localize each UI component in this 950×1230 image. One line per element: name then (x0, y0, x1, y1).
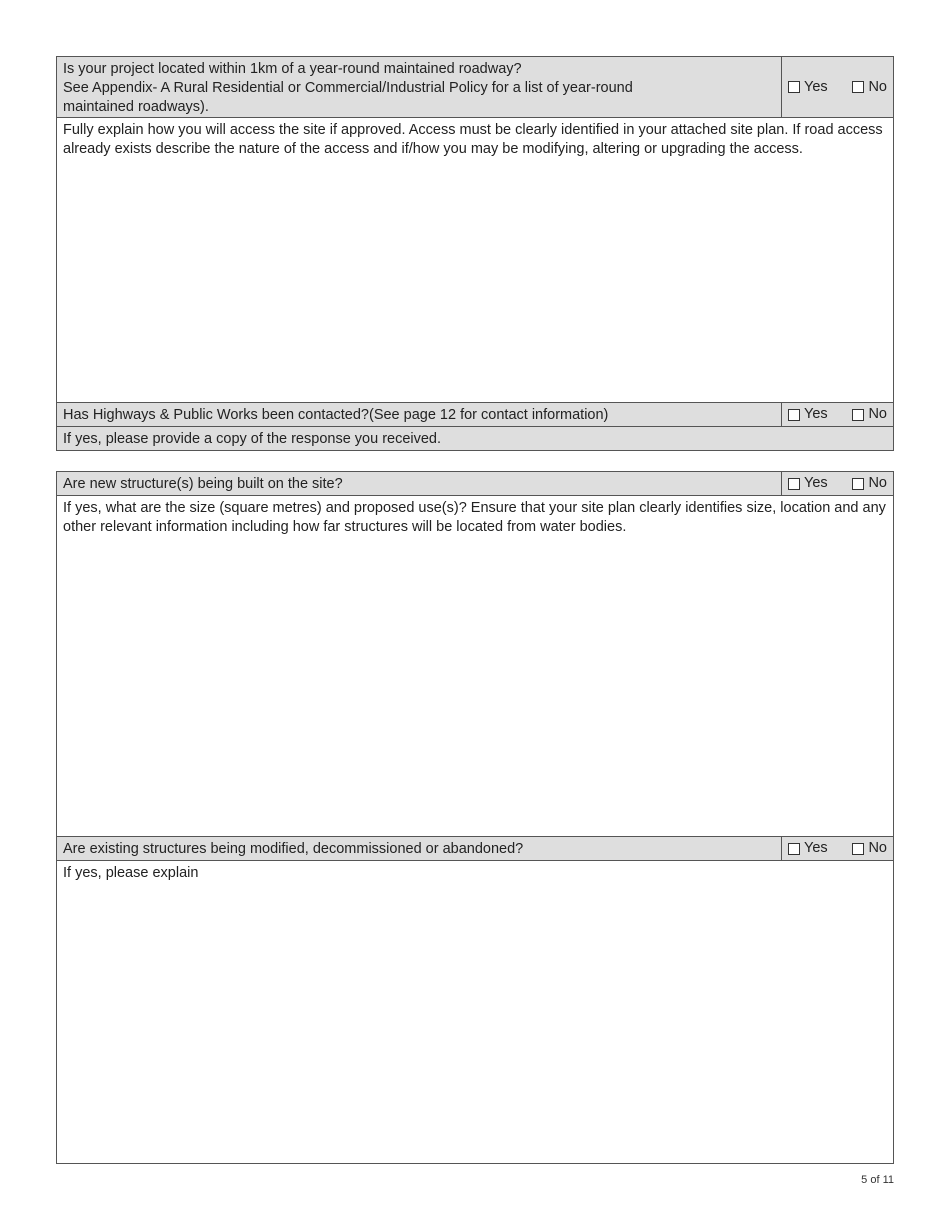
roadway-question-note: See Appendix- A Rural Residential or Commercial/Industrial Policy for a list of year-round maintained roadways). (63, 80, 633, 115)
highways-question-row (57, 403, 893, 427)
checkbox-icon[interactable] (852, 478, 864, 490)
existing-structures-yes-option[interactable]: Yes (788, 840, 828, 857)
new-structures-no-option[interactable]: No (852, 475, 887, 492)
new-structures-explain-text: If yes, what are the size (square metres) and proposed use(s)? Ensure that your site plan clearly identifies size, location and any other relevant information including how far structures will be located from water bodies. (63, 500, 886, 535)
checkbox-icon[interactable] (788, 81, 800, 93)
roadway-question (57, 57, 782, 117)
access-explain-text: Fully explain how you will access the site if approved. Access must be clearly identified in your attached site plan. If road access already exists describe the nature of the access and if/how you may be modifying, altering or upgrading the access. (63, 122, 883, 157)
existing-structures-no-option[interactable]: No (852, 840, 887, 857)
checkbox-icon[interactable] (852, 843, 864, 855)
highways-followup-text: If yes, please provide a copy of the response you received. (63, 431, 442, 447)
page-number: 5 of 11 (861, 1174, 894, 1186)
new-structures-yes-no (782, 472, 893, 495)
checkbox-icon[interactable] (788, 843, 800, 855)
highways-yes-option[interactable]: Yes (788, 406, 828, 423)
highways-no-option[interactable]: No (852, 406, 887, 423)
new-structures-question-row (57, 472, 893, 496)
existing-structures-explain-text: If yes, please explain (63, 865, 199, 881)
existing-structures-question: Are existing structures being modified, decommissioned or abandoned? (57, 837, 782, 860)
checkbox-icon[interactable] (852, 409, 864, 421)
checkbox-icon[interactable] (788, 478, 800, 490)
access-explain-row[interactable] (57, 118, 893, 403)
highways-yes-no (782, 403, 893, 426)
existing-structures-question-row (57, 837, 893, 861)
existing-structures-explain-row[interactable] (57, 861, 893, 1163)
existing-structures-yes-no (782, 837, 893, 860)
roadway-yes-option[interactable]: Yes (788, 60, 828, 114)
access-section (56, 56, 894, 451)
structures-section (56, 471, 894, 1164)
new-structures-yes-option[interactable]: Yes (788, 475, 828, 492)
checkbox-icon[interactable] (788, 409, 800, 421)
new-structures-question: Are new structure(s) being built on the site? (57, 472, 782, 495)
roadway-no-option[interactable]: No (852, 60, 887, 114)
highways-followup-row (57, 427, 893, 450)
roadway-yes-no (782, 57, 893, 117)
roadway-question-text: Is your project located within 1km of a year-round maintained roadway? (63, 61, 522, 77)
highways-question: Has Highways & Public Works been contacted?(See page 12 for contact information) (57, 403, 782, 426)
checkbox-icon[interactable] (852, 81, 864, 93)
new-structures-explain-row[interactable] (57, 496, 893, 837)
roadway-question-row (57, 57, 893, 118)
